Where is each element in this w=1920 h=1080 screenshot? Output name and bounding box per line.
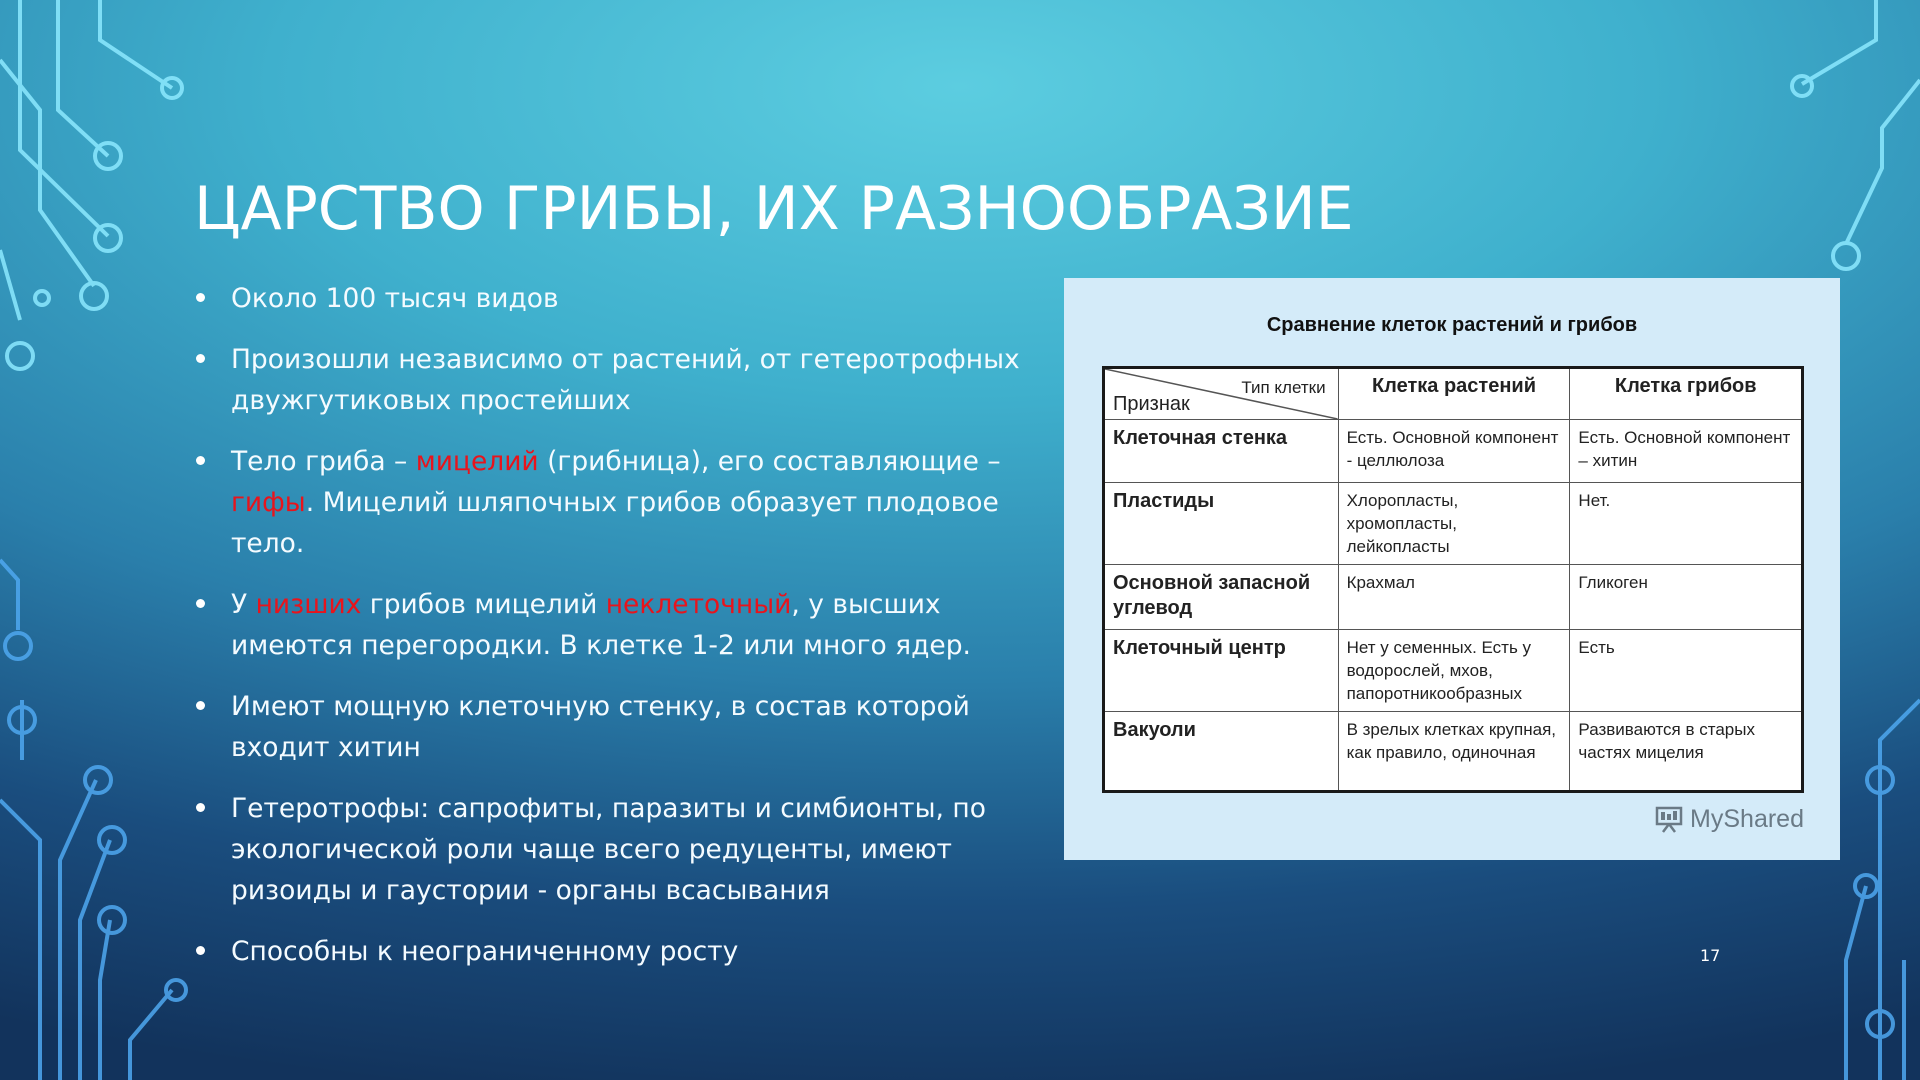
highlight-term: гифы — [231, 487, 306, 518]
bullet-text: грибов мицелий — [361, 589, 606, 620]
bullet-text: (грибница), его составляющие – — [538, 446, 1001, 477]
bullet-text: Тело гриба – — [231, 446, 416, 477]
presentation-board-icon — [1654, 804, 1684, 834]
plant-cell: Нет у семенных. Есть у водорослей, мхов, папоротникообразных — [1338, 630, 1570, 712]
bullet-text: , у высших имеются перегородки. В клетке 1-2 или много ядер. — [231, 589, 971, 661]
bullet-dot-icon — [196, 803, 205, 812]
feature-cell: Вакуоли — [1104, 712, 1339, 792]
table-row — [1104, 420, 1803, 483]
page-number: 17 — [1700, 946, 1721, 965]
bullet-text: . Мицелий шляпочных грибов образует плодовое тело. — [231, 487, 999, 559]
fungi-cell: Развиваются в старых частях мицелия — [1570, 712, 1803, 792]
plant-cell: Есть. Основной компонент - целлюлоза — [1338, 420, 1570, 483]
bullet-item — [196, 788, 1056, 911]
feature-cell: Клеточная стенка — [1104, 420, 1339, 483]
highlight-term: неклеточный — [605, 589, 792, 620]
bullet-text: Имеют мощную клеточную стенку, в состав которой входит хитин — [231, 691, 970, 763]
slide-title: ЦАРСТВО ГРИБЫ, ИХ РАЗНООБРАЗИЕ — [194, 174, 1354, 244]
fungi-cell: Нет. — [1570, 483, 1803, 565]
bullet-dot-icon — [196, 946, 205, 955]
bullet-item — [196, 278, 1056, 319]
bullet-dot-icon — [196, 456, 205, 465]
feature-cell: Основной запасной углевод — [1104, 565, 1339, 630]
bullet-dot-icon — [196, 701, 205, 710]
fungi-cell: Есть. Основной компонент – хитин — [1570, 420, 1803, 483]
diagonal-header-cell — [1104, 368, 1339, 420]
bullet-text: Гетеротрофы: сапрофиты, паразиты и симбионты, по экологической роли чаще всего редуценты, имеют ризоиды и гаустории - органы всасывания — [231, 793, 986, 906]
highlight-term: мицелий — [415, 446, 539, 477]
fungi-cell: Гликоген — [1570, 565, 1803, 630]
bullet-text: У — [231, 589, 256, 620]
table-caption: Сравнение клеток растений и грибов — [1266, 314, 1638, 336]
bullet-text: Произошли независимо от растений, от гетеротрофных двужгутиковых простейших — [231, 344, 1020, 416]
feature-cell: Клеточный центр — [1104, 630, 1339, 712]
plant-cell: Хлоропласты, хромопласты, лейкопласты — [1338, 483, 1570, 565]
header-cell-type: Тип клетки — [1241, 378, 1326, 397]
bullet-text: Около 100 тысяч видов — [231, 283, 559, 314]
plant-cell: В зрелых клетках крупная, как правило, одиночная — [1338, 712, 1570, 792]
bullet-item — [196, 931, 1056, 972]
header-plant-cell: Клетка растений — [1338, 368, 1570, 420]
bullet-dot-icon — [196, 599, 205, 608]
bullet-dot-icon — [196, 293, 205, 302]
myshared-watermark — [1654, 804, 1804, 834]
table-row — [1104, 483, 1803, 565]
comparison-table — [1102, 366, 1804, 793]
table-row — [1104, 630, 1803, 712]
highlight-term: низших — [255, 589, 362, 620]
comparison-table-card — [1064, 278, 1840, 860]
feature-cell: Пластиды — [1104, 483, 1339, 565]
bullet-dot-icon — [196, 354, 205, 363]
bullet-list — [196, 278, 1056, 992]
table-row — [1104, 565, 1803, 630]
table-row — [1104, 712, 1803, 792]
bullet-item — [196, 339, 1056, 421]
bullet-item — [196, 584, 1056, 666]
plant-cell: Крахмал — [1338, 565, 1570, 630]
header-fungi-cell: Клетка грибов — [1570, 368, 1803, 420]
bullet-item — [196, 686, 1056, 768]
watermark-text: MyShared — [1690, 804, 1804, 833]
fungi-cell: Есть — [1570, 630, 1803, 712]
header-cell-feature: Признак — [1113, 393, 1190, 415]
table-header-row — [1104, 368, 1803, 420]
bullet-text: Способны к неограниченному росту — [231, 936, 739, 967]
bullet-item — [196, 441, 1056, 564]
